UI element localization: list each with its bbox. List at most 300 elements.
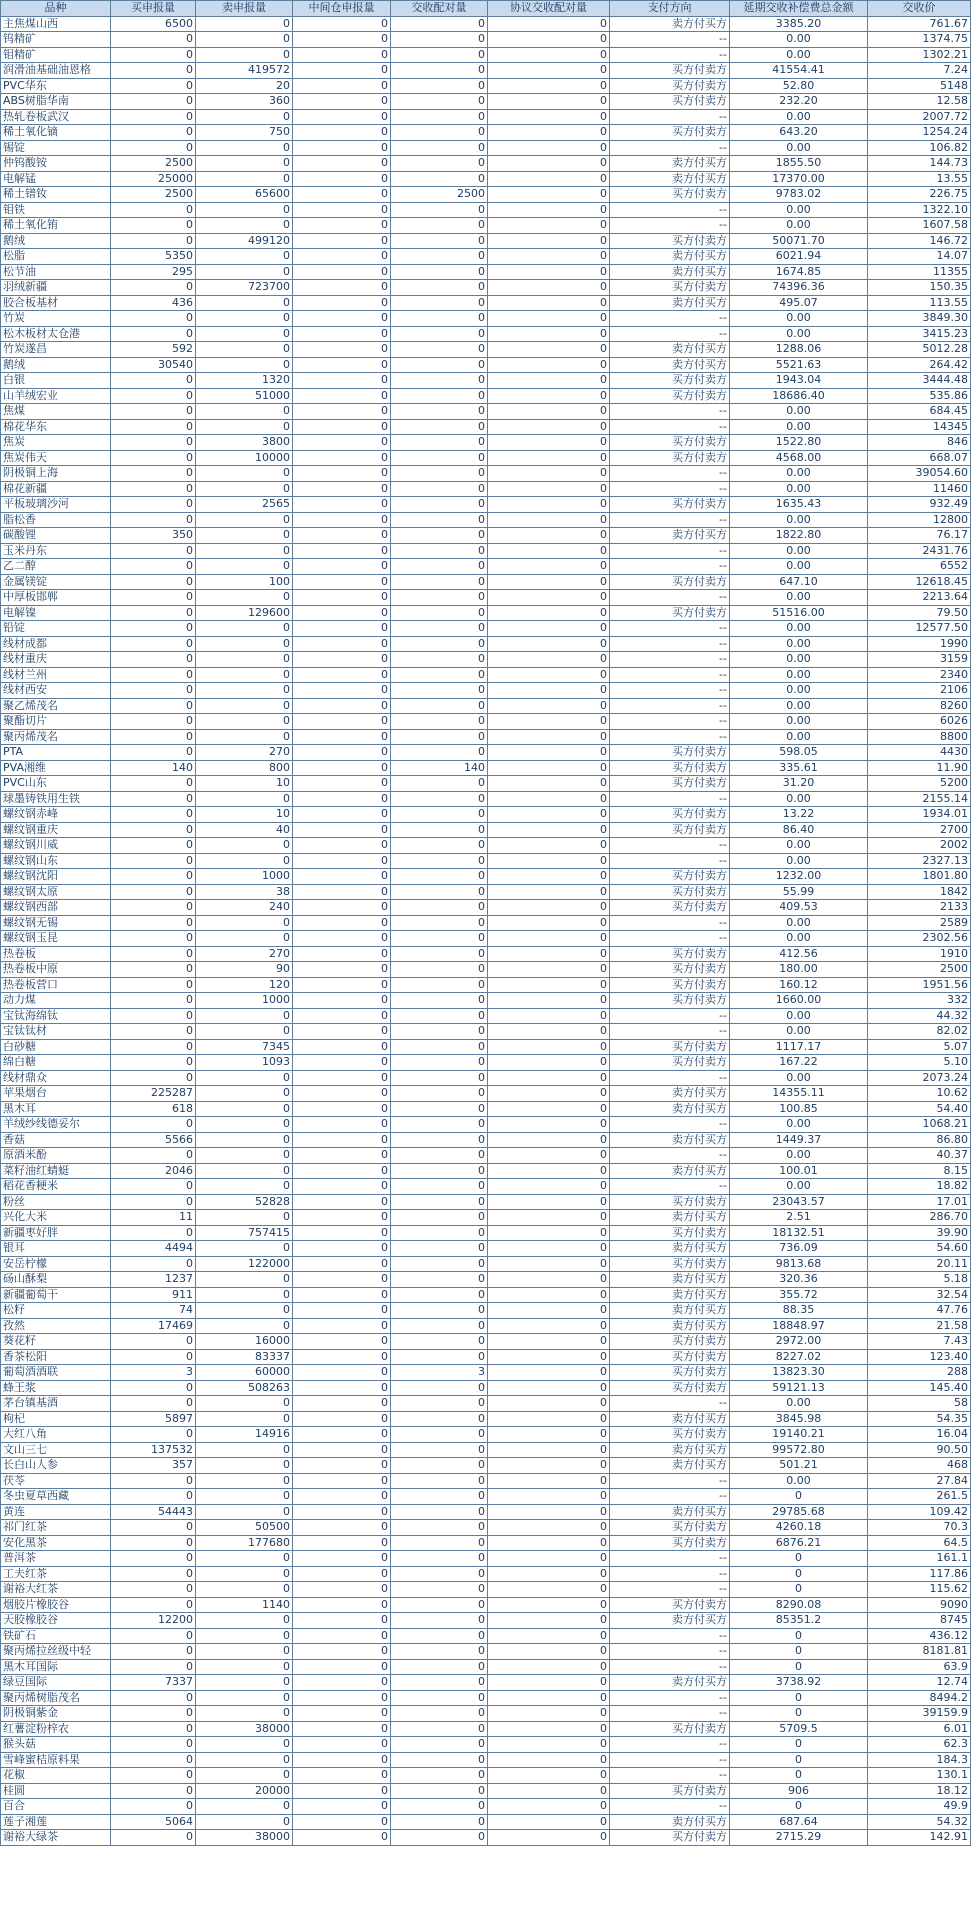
compensation-cell: 1674.85 [730, 264, 868, 280]
sell-quantity-cell: 1320 [196, 373, 293, 389]
compensation-cell: 59121.13 [730, 1380, 868, 1396]
sell-quantity-cell: 100 [196, 574, 293, 590]
agreement-matched-cell: 0 [488, 760, 610, 776]
compensation-cell: 167.22 [730, 1055, 868, 1071]
buy-quantity-cell: 0 [111, 791, 196, 807]
sell-quantity-cell: 0 [196, 1799, 293, 1815]
compensation-cell: 1288.06 [730, 342, 868, 358]
header-payment-direction: 支付方向 [610, 1, 730, 17]
warehouse-quantity-cell: 0 [293, 1489, 391, 1505]
compensation-cell: 1855.50 [730, 156, 868, 172]
matched-quantity-cell: 0 [391, 1101, 488, 1117]
warehouse-quantity-cell: 0 [293, 1427, 391, 1443]
agreement-matched-cell: 0 [488, 63, 610, 79]
sell-quantity-cell: 0 [196, 264, 293, 280]
sell-quantity-cell: 0 [196, 1241, 293, 1257]
variety-cell: 松木板材太仓港 [1, 326, 111, 342]
matched-quantity-cell: 0 [391, 667, 488, 683]
compensation-cell: 0.00 [730, 47, 868, 63]
buy-quantity-cell: 0 [111, 280, 196, 296]
matched-quantity-cell: 0 [391, 1132, 488, 1148]
variety-cell: 百合 [1, 1799, 111, 1815]
header-sell-quantity: 卖申报量 [196, 1, 293, 17]
variety-cell: 安化黑茶 [1, 1535, 111, 1551]
delivery-price-cell: 4430 [868, 745, 971, 761]
payment-direction-cell: -- [610, 1117, 730, 1133]
compensation-cell: 8227.02 [730, 1349, 868, 1365]
buy-quantity-cell: 0 [111, 233, 196, 249]
payment-direction-cell: 卖方付买方 [610, 249, 730, 265]
table-row [1, 574, 971, 590]
table-row [1, 1039, 971, 1055]
table-body [1, 16, 971, 1845]
buy-quantity-cell: 0 [111, 1659, 196, 1675]
compensation-cell: 0.00 [730, 1473, 868, 1489]
delivery-price-cell: 17.01 [868, 1194, 971, 1210]
table-row [1, 683, 971, 699]
delivery-price-cell: 184.3 [868, 1752, 971, 1768]
buy-quantity-cell: 295 [111, 264, 196, 280]
agreement-matched-cell: 0 [488, 1241, 610, 1257]
compensation-cell: 0 [730, 1566, 868, 1582]
variety-cell: 茯苓 [1, 1473, 111, 1489]
delivery-price-cell: 8181.81 [868, 1644, 971, 1660]
table-row [1, 1101, 971, 1117]
agreement-matched-cell: 0 [488, 1039, 610, 1055]
compensation-cell: 18686.40 [730, 388, 868, 404]
buy-quantity-cell: 2046 [111, 1163, 196, 1179]
table-row [1, 1504, 971, 1520]
compensation-cell: 2715.29 [730, 1830, 868, 1846]
compensation-cell: 0 [730, 1799, 868, 1815]
agreement-matched-cell: 0 [488, 1380, 610, 1396]
variety-cell: 线材鼎众 [1, 1070, 111, 1086]
warehouse-quantity-cell: 0 [293, 435, 391, 451]
warehouse-quantity-cell: 0 [293, 1272, 391, 1288]
compensation-cell: 0.00 [730, 1070, 868, 1086]
delivery-price-cell: 9090 [868, 1597, 971, 1613]
variety-cell: 鹅绒 [1, 233, 111, 249]
warehouse-quantity-cell: 0 [293, 1737, 391, 1753]
buy-quantity-cell: 0 [111, 1582, 196, 1598]
warehouse-quantity-cell: 0 [293, 311, 391, 327]
buy-quantity-cell: 12200 [111, 1613, 196, 1629]
matched-quantity-cell: 0 [391, 125, 488, 141]
agreement-matched-cell: 0 [488, 450, 610, 466]
matched-quantity-cell: 0 [391, 1551, 488, 1567]
table-row [1, 993, 971, 1009]
compensation-cell: 18132.51 [730, 1225, 868, 1241]
sell-quantity-cell: 0 [196, 249, 293, 265]
sell-quantity-cell: 38000 [196, 1830, 293, 1846]
payment-direction-cell: 买方付卖方 [610, 1334, 730, 1350]
agreement-matched-cell: 0 [488, 1628, 610, 1644]
matched-quantity-cell: 0 [391, 605, 488, 621]
agreement-matched-cell: 0 [488, 295, 610, 311]
delivery-price-cell: 86.80 [868, 1132, 971, 1148]
matched-quantity-cell: 0 [391, 1690, 488, 1706]
agreement-matched-cell: 0 [488, 1520, 610, 1536]
variety-cell: 螺纹钢山东 [1, 853, 111, 869]
compensation-cell: 4260.18 [730, 1520, 868, 1536]
buy-quantity-cell: 0 [111, 1473, 196, 1489]
matched-quantity-cell: 0 [391, 1024, 488, 1040]
warehouse-quantity-cell: 0 [293, 776, 391, 792]
warehouse-quantity-cell: 0 [293, 683, 391, 699]
sell-quantity-cell: 0 [196, 1690, 293, 1706]
compensation-cell: 1232.00 [730, 869, 868, 885]
buy-quantity-cell: 0 [111, 63, 196, 79]
table-row [1, 1551, 971, 1567]
payment-direction-cell: 卖方付买方 [610, 1458, 730, 1474]
sell-quantity-cell: 0 [196, 1442, 293, 1458]
matched-quantity-cell: 0 [391, 1706, 488, 1722]
payment-direction-cell: 买方付卖方 [610, 574, 730, 590]
table-row [1, 1582, 971, 1598]
variety-cell: 烟胶片橡胶谷 [1, 1597, 111, 1613]
compensation-cell: 0 [730, 1489, 868, 1505]
agreement-matched-cell: 0 [488, 822, 610, 838]
delivery-price-cell: 18.82 [868, 1179, 971, 1195]
compensation-cell: 0 [730, 1768, 868, 1784]
variety-cell: 松籽 [1, 1303, 111, 1319]
compensation-cell: 1117.17 [730, 1039, 868, 1055]
delivery-price-cell: 6552 [868, 559, 971, 575]
warehouse-quantity-cell: 0 [293, 946, 391, 962]
header-delivery-price: 交收价 [868, 1, 971, 17]
agreement-matched-cell: 0 [488, 962, 610, 978]
agreement-matched-cell: 0 [488, 497, 610, 513]
matched-quantity-cell: 0 [391, 357, 488, 373]
matched-quantity-cell: 0 [391, 1148, 488, 1164]
agreement-matched-cell: 0 [488, 1737, 610, 1753]
table-row [1, 1024, 971, 1040]
compensation-cell: 5521.63 [730, 357, 868, 373]
variety-cell: 阴极铜紫金 [1, 1706, 111, 1722]
table-row [1, 1194, 971, 1210]
table-row [1, 1256, 971, 1272]
payment-direction-cell: 卖方付买方 [610, 1163, 730, 1179]
table-row [1, 1644, 971, 1660]
buy-quantity-cell: 0 [111, 218, 196, 234]
buy-quantity-cell: 0 [111, 1752, 196, 1768]
compensation-cell: 0.00 [730, 931, 868, 947]
matched-quantity-cell: 0 [391, 1489, 488, 1505]
table-row [1, 202, 971, 218]
table-row [1, 605, 971, 621]
buy-quantity-cell: 0 [111, 838, 196, 854]
sell-quantity-cell: 270 [196, 745, 293, 761]
compensation-cell: 6876.21 [730, 1535, 868, 1551]
variety-cell: 螺纹钢重庆 [1, 822, 111, 838]
delivery-price-cell: 5148 [868, 78, 971, 94]
buy-quantity-cell: 0 [111, 1380, 196, 1396]
compensation-cell: 0.00 [730, 590, 868, 606]
header-warehouse-quantity: 中间仓申报量 [293, 1, 391, 17]
table-row [1, 1830, 971, 1846]
variety-cell: 热卷板 [1, 946, 111, 962]
agreement-matched-cell: 0 [488, 171, 610, 187]
matched-quantity-cell: 0 [391, 683, 488, 699]
payment-direction-cell: -- [610, 621, 730, 637]
agreement-matched-cell: 0 [488, 326, 610, 342]
table-row [1, 78, 971, 94]
warehouse-quantity-cell: 0 [293, 667, 391, 683]
table-row [1, 1737, 971, 1753]
matched-quantity-cell: 0 [391, 621, 488, 637]
agreement-matched-cell: 0 [488, 187, 610, 203]
variety-cell: 螺纹钢西部 [1, 900, 111, 916]
payment-direction-cell: -- [610, 667, 730, 683]
compensation-cell: 2972.00 [730, 1334, 868, 1350]
delivery-price-cell: 932.49 [868, 497, 971, 513]
buy-quantity-cell: 0 [111, 869, 196, 885]
table-row [1, 1334, 971, 1350]
delivery-price-cell: 161.1 [868, 1551, 971, 1567]
variety-cell: 红薯淀粉梓农 [1, 1721, 111, 1737]
compensation-cell: 355.72 [730, 1287, 868, 1303]
sell-quantity-cell: 1000 [196, 869, 293, 885]
warehouse-quantity-cell: 0 [293, 1830, 391, 1846]
warehouse-quantity-cell: 0 [293, 1194, 391, 1210]
delivery-price-cell: 54.32 [868, 1814, 971, 1830]
delivery-price-cell: 79.50 [868, 605, 971, 621]
variety-cell: 碳酸锂 [1, 528, 111, 544]
agreement-matched-cell: 0 [488, 714, 610, 730]
variety-cell: 稀土氧化镝 [1, 125, 111, 141]
table-row [1, 497, 971, 513]
sell-quantity-cell: 0 [196, 714, 293, 730]
payment-direction-cell: 买方付卖方 [610, 1721, 730, 1737]
buy-quantity-cell: 0 [111, 109, 196, 125]
sell-quantity-cell: 0 [196, 1628, 293, 1644]
buy-quantity-cell: 350 [111, 528, 196, 544]
matched-quantity-cell: 0 [391, 342, 488, 358]
variety-cell: 枸杞 [1, 1411, 111, 1427]
variety-cell: 螺纹钢川威 [1, 838, 111, 854]
sell-quantity-cell: 0 [196, 1504, 293, 1520]
agreement-matched-cell: 0 [488, 884, 610, 900]
sell-quantity-cell: 0 [196, 1814, 293, 1830]
buy-quantity-cell: 0 [111, 1489, 196, 1505]
agreement-matched-cell: 0 [488, 1566, 610, 1582]
warehouse-quantity-cell: 0 [293, 140, 391, 156]
warehouse-quantity-cell: 0 [293, 1799, 391, 1815]
delivery-price-cell: 11460 [868, 481, 971, 497]
agreement-matched-cell: 0 [488, 1396, 610, 1412]
matched-quantity-cell: 0 [391, 946, 488, 962]
buy-quantity-cell: 4494 [111, 1241, 196, 1257]
delivery-price-cell: 123.40 [868, 1349, 971, 1365]
payment-direction-cell: 卖方付买方 [610, 1411, 730, 1427]
matched-quantity-cell: 0 [391, 1783, 488, 1799]
agreement-matched-cell: 0 [488, 1272, 610, 1288]
payment-direction-cell: -- [610, 1008, 730, 1024]
header-matched-quantity: 交收配对量 [391, 1, 488, 17]
buy-quantity-cell: 0 [111, 962, 196, 978]
matched-quantity-cell: 0 [391, 962, 488, 978]
matched-quantity-cell: 0 [391, 16, 488, 32]
matched-quantity-cell: 0 [391, 419, 488, 435]
payment-direction-cell: 买方付卖方 [610, 233, 730, 249]
matched-quantity-cell: 0 [391, 481, 488, 497]
compensation-cell: 5709.5 [730, 1721, 868, 1737]
compensation-cell: 3385.20 [730, 16, 868, 32]
variety-cell: 竹炭遂昌 [1, 342, 111, 358]
sell-quantity-cell: 10000 [196, 450, 293, 466]
agreement-matched-cell: 0 [488, 543, 610, 559]
compensation-cell: 0 [730, 1690, 868, 1706]
warehouse-quantity-cell: 0 [293, 1132, 391, 1148]
variety-cell: 普洱茶 [1, 1551, 111, 1567]
buy-quantity-cell: 0 [111, 807, 196, 823]
payment-direction-cell: -- [610, 915, 730, 931]
sell-quantity-cell: 3800 [196, 435, 293, 451]
payment-direction-cell: 买方付卖方 [610, 1830, 730, 1846]
warehouse-quantity-cell: 0 [293, 1024, 391, 1040]
warehouse-quantity-cell: 0 [293, 94, 391, 110]
table-row [1, 357, 971, 373]
variety-cell: 螺纹钢赤峰 [1, 807, 111, 823]
buy-quantity-cell: 0 [111, 698, 196, 714]
payment-direction-cell: 买方付卖方 [610, 497, 730, 513]
sell-quantity-cell: 0 [196, 1644, 293, 1660]
compensation-cell: 4568.00 [730, 450, 868, 466]
agreement-matched-cell: 0 [488, 125, 610, 141]
payment-direction-cell: -- [610, 1768, 730, 1784]
variety-cell: 棉花新疆 [1, 481, 111, 497]
payment-direction-cell: -- [610, 1737, 730, 1753]
delivery-price-cell: 8800 [868, 729, 971, 745]
table-row [1, 233, 971, 249]
warehouse-quantity-cell: 0 [293, 543, 391, 559]
table-row [1, 1287, 971, 1303]
warehouse-quantity-cell: 0 [293, 373, 391, 389]
buy-quantity-cell: 6500 [111, 16, 196, 32]
compensation-cell: 0.00 [730, 667, 868, 683]
matched-quantity-cell: 0 [391, 791, 488, 807]
warehouse-quantity-cell: 0 [293, 419, 391, 435]
compensation-cell: 180.00 [730, 962, 868, 978]
matched-quantity-cell: 0 [391, 388, 488, 404]
payment-direction-cell: -- [610, 683, 730, 699]
sell-quantity-cell: 7345 [196, 1039, 293, 1055]
sell-quantity-cell: 0 [196, 636, 293, 652]
payment-direction-cell: 买方付卖方 [610, 946, 730, 962]
delivery-price-cell: 39159.9 [868, 1706, 971, 1722]
sell-quantity-cell: 20 [196, 78, 293, 94]
compensation-cell: 160.12 [730, 977, 868, 993]
delivery-price-cell: 2340 [868, 667, 971, 683]
matched-quantity-cell: 0 [391, 1721, 488, 1737]
table-row [1, 1783, 971, 1799]
warehouse-quantity-cell: 0 [293, 636, 391, 652]
payment-direction-cell: -- [610, 1690, 730, 1706]
matched-quantity-cell: 0 [391, 1225, 488, 1241]
sell-quantity-cell: 0 [196, 512, 293, 528]
payment-direction-cell: -- [610, 47, 730, 63]
sell-quantity-cell: 0 [196, 1101, 293, 1117]
delivery-price-cell: 90.50 [868, 1442, 971, 1458]
buy-quantity-cell: 0 [111, 900, 196, 916]
delivery-price-cell: 288 [868, 1365, 971, 1381]
agreement-matched-cell: 0 [488, 357, 610, 373]
variety-cell: 棉花华东 [1, 419, 111, 435]
variety-cell: 钨精矿 [1, 32, 111, 48]
warehouse-quantity-cell: 0 [293, 63, 391, 79]
payment-direction-cell: 买方付卖方 [610, 977, 730, 993]
table-row [1, 171, 971, 187]
buy-quantity-cell: 0 [111, 1179, 196, 1195]
header-variety: 品种 [1, 1, 111, 17]
matched-quantity-cell: 0 [391, 931, 488, 947]
payment-direction-cell: 买方付卖方 [610, 1194, 730, 1210]
table-row [1, 1721, 971, 1737]
header-compensation-total: 延期交收补偿费总金额 [730, 1, 868, 17]
buy-quantity-cell: 0 [111, 1256, 196, 1272]
warehouse-quantity-cell: 0 [293, 404, 391, 420]
table-row [1, 884, 971, 900]
compensation-cell: 647.10 [730, 574, 868, 590]
compensation-cell: 0 [730, 1706, 868, 1722]
variety-cell: 聚丙烯树脂茂名 [1, 1690, 111, 1706]
sell-quantity-cell: 240 [196, 900, 293, 916]
compensation-cell: 687.64 [730, 1814, 868, 1830]
warehouse-quantity-cell: 0 [293, 931, 391, 947]
variety-cell: 松脂 [1, 249, 111, 265]
agreement-matched-cell: 0 [488, 1008, 610, 1024]
sell-quantity-cell: 0 [196, 171, 293, 187]
buy-quantity-cell: 30540 [111, 357, 196, 373]
delivery-price-cell: 5012.28 [868, 342, 971, 358]
warehouse-quantity-cell: 0 [293, 621, 391, 637]
warehouse-quantity-cell: 0 [293, 1349, 391, 1365]
matched-quantity-cell: 0 [391, 497, 488, 513]
sell-quantity-cell: 0 [196, 683, 293, 699]
agreement-matched-cell: 0 [488, 388, 610, 404]
table-row [1, 698, 971, 714]
buy-quantity-cell: 0 [111, 1535, 196, 1551]
buy-quantity-cell: 0 [111, 605, 196, 621]
delivery-price-cell: 32.54 [868, 1287, 971, 1303]
agreement-matched-cell: 0 [488, 900, 610, 916]
variety-cell: 谢裕大绿茶 [1, 1830, 111, 1846]
warehouse-quantity-cell: 0 [293, 249, 391, 265]
table-row [1, 1690, 971, 1706]
table-row [1, 1179, 971, 1195]
matched-quantity-cell: 0 [391, 1349, 488, 1365]
sell-quantity-cell: 0 [196, 652, 293, 668]
table-row [1, 342, 971, 358]
buy-quantity-cell: 0 [111, 915, 196, 931]
payment-direction-cell: -- [610, 32, 730, 48]
delivery-price-cell: 1607.58 [868, 218, 971, 234]
warehouse-quantity-cell: 0 [293, 1365, 391, 1381]
warehouse-quantity-cell: 0 [293, 1241, 391, 1257]
variety-cell: PTA [1, 745, 111, 761]
matched-quantity-cell: 0 [391, 373, 488, 389]
payment-direction-cell: 买方付卖方 [610, 1055, 730, 1071]
matched-quantity-cell: 0 [391, 698, 488, 714]
matched-quantity-cell: 0 [391, 1535, 488, 1551]
compensation-cell: 88.35 [730, 1303, 868, 1319]
matched-quantity-cell: 0 [391, 63, 488, 79]
payment-direction-cell: 买方付卖方 [610, 1256, 730, 1272]
delivery-price-cell: 2589 [868, 915, 971, 931]
warehouse-quantity-cell: 0 [293, 1752, 391, 1768]
compensation-cell: 501.21 [730, 1458, 868, 1474]
buy-quantity-cell: 0 [111, 1783, 196, 1799]
